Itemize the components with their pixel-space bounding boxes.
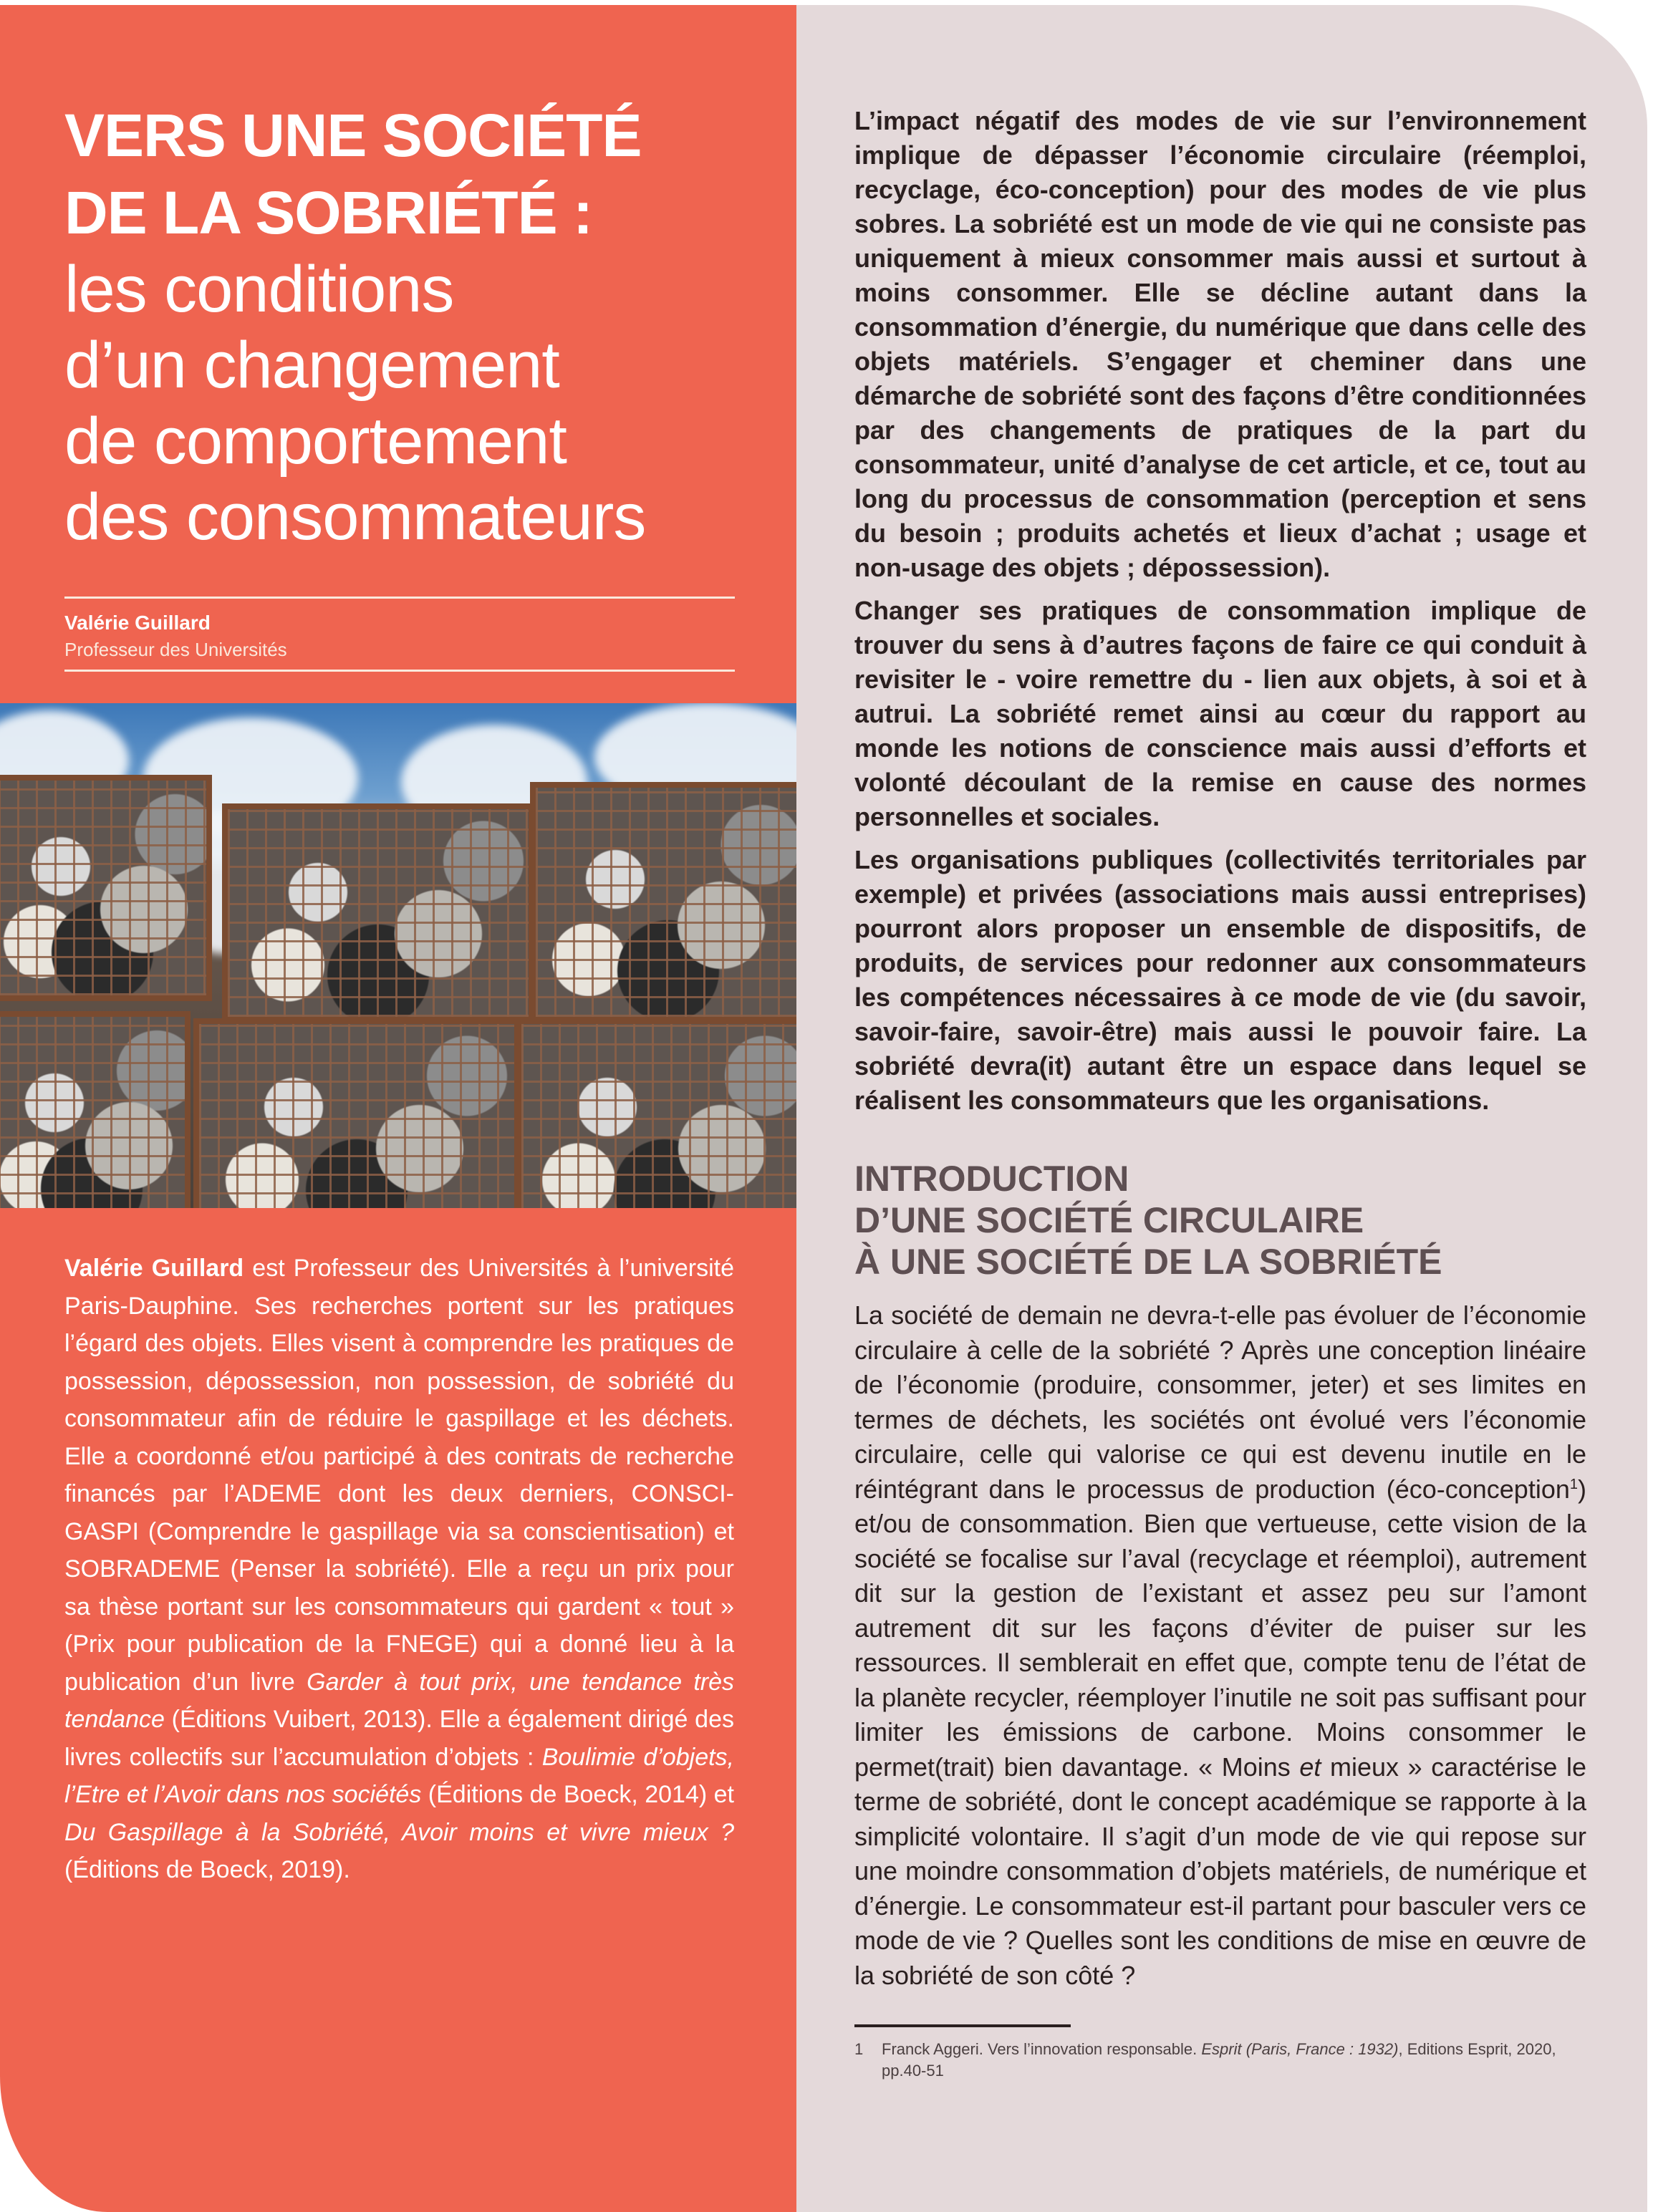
heading-line: À UNE SOCIÉTÉ DE LA SOBRIÉTÉ	[854, 1242, 1442, 1282]
photo-recycling-cages-icon	[0, 703, 796, 1208]
book-title: Boulimie d’objets, l’Etre et l’Avoir dans nos sociétés	[64, 1743, 734, 1808]
abstract-paragraph: Les organisations publiques (collectivités territoriales par exemple) et privées (associations mais aussi entreprises) pourront alors proposer un ensemble de dispositifs, de produits, de services pour redonner aux consommateurs les compétences nécessaires à ce mode de vie (du savoir, savoir-faire, savoir-être) mais aussi le pouvoir faire. La sobriété devra(it) autant être un espace dans lequel se réalisent les consommateurs que les organisations.	[854, 845, 1586, 1115]
footnote-journal: Esprit (Paris, France : 1932)	[1201, 2040, 1399, 2058]
footnote	[854, 2039, 1586, 2082]
title-line: DE LA SOBRIÉTÉ :	[64, 179, 592, 246]
section-body	[854, 1298, 1586, 1993]
footnote-divider	[854, 2024, 1071, 2027]
footnote-number: 1	[854, 2040, 864, 2058]
footnote-text	[882, 2039, 1586, 2082]
article-title	[64, 97, 788, 555]
section-paragraph	[854, 1298, 1586, 1993]
book-title: Du Gaspillage à la Sobriété, Avoir moins et vivre mieux ?	[64, 1818, 734, 1846]
bio-text: (Éditions de Boeck, 2019).	[64, 1856, 350, 1883]
book-title: Garder à tout prix, une tendance très tendance	[64, 1668, 735, 1733]
footnote-text-part: Franck Aggeri. Vers l’innovation responsable.	[882, 2040, 1202, 2058]
bio-name: Valérie Guillard	[64, 1255, 244, 1282]
divider	[64, 670, 735, 672]
bio-text: est Professeur des Universités à l’université Paris-Dauphine. Ses recherches portent sur les pratiques l’égard des objets. Elles visent à comprendre les pratiques de possession, dépossession, non possession, de sobriété du consommateur afin de réduire le gaspillage et les déchets. Elle a coordonné et/ou participé à des contrats de recherche financés par l’ADEME dont les deux derniers, CONSCI-GASPI (Comprendre le gaspillage via sa conscientisation) et SOBRADEME (Penser la sobriété). Elle a reçu un prix pour sa thèse portant sur les consommateurs qui gardent « tout » (Prix pour publication de la FNEGE) qui a donné lieu à la publication d’un livre	[64, 1255, 734, 1696]
bio-text: (Éditions de Boeck, 2014) et	[421, 1781, 734, 1808]
subtitle-line: les conditions	[64, 253, 454, 326]
bio-text: (Éditions Vuibert, 2013). Elle a également dirigé des livres collectifs sur l’accumulation d’objets :	[64, 1706, 734, 1771]
paragraph-text: mieux » caractérise le terme de sobriété, dont le concept académique se rapporte à la simplicité volontaire. Il s’agit d’un mode de vie qui repose sur une moindre consommation d’objets matériels, de numérique et d’énergie. Le consommateur est-il partant pour basculer vers ce mode de vie ? Quelles sont les conditions de mise en œuvre de la sobriété de son côté ?	[854, 1752, 1586, 1990]
subtitle-line: des consommateurs	[64, 480, 646, 554]
section-heading	[854, 1158, 1586, 1283]
heading-line: D’UNE SOCIÉTÉ CIRCULAIRE	[854, 1200, 1364, 1240]
paragraph-text: La société de demain ne devra-t-elle pas évoluer de l’économie circulaire à celle de la sobriété ? Après une conception linéaire de l’économie (produire, consommer, jeter) et ses limites en termes de déchets, les sociétés ont évolué vers l’économie circulaire, celle qui valorise ce qui est devenu inutile en le réintégrant dans le processus de production (éco-conception	[854, 1300, 1586, 1504]
title-line: VERS UNE SOCIÉTÉ	[64, 102, 642, 169]
footnote-text-part: , Editions Esprit, 2020, pp.40-51	[882, 2040, 1556, 2080]
main-column	[854, 104, 1586, 2082]
abstract-paragraph: L’impact négatif des modes de vie sur l’environnement implique de dépasser l’économie circulaire (réemploi, recyclage, éco-conception) pour des modes de vie plus sobres. La sobriété est un mode de vie qui ne consiste pas uniquement à mieux consommer mais aussi et surtout à moins consommer. Elle se décline autant dans la consommation d’énergie, du numérique que dans celle des objets matériels. S’engager et cheminer dans une démarche de sobriété sont des façons d’être conditionnées par des changements de pratiques de la part du consommateur, unité d’analyse de cet article, et ce, tout au long du processus de consommation (perception et sens du besoin ; produits achetés et lieux d’achat ; usage et non-usage des objets ; dépossession).	[854, 106, 1586, 582]
author-role: Professeur des Universités	[64, 639, 287, 660]
subtitle-line: d’un changement	[64, 329, 559, 402]
heading-line: INTRODUCTION	[854, 1159, 1129, 1199]
left-panel	[0, 5, 796, 2212]
abstract	[854, 104, 1586, 1126]
author-bio	[64, 1250, 734, 1889]
divider	[64, 597, 735, 599]
emphasis: et	[1299, 1752, 1321, 1782]
author-name: Valérie Guillard	[64, 612, 211, 634]
abstract-paragraph: Changer ses pratiques de consommation implique de trouver du sens à d’autres façons de faire ce qui conduit à revisiter le - voire remettre du - lien aux objets, à soi et à autrui. La sobriété remet ainsi au cœur du rapport au monde les notions de conscience mais aussi d’efforts et volonté découlant de la remise en cause des normes personnelles et sociales.	[854, 596, 1586, 831]
paragraph-text: ) et/ou de consommation. Bien que vertueuse, cette vision de la société se focalise sur l’aval (recyclage et réemploi), autrement dit sur la gestion de l’existant et assez peu sur l’amont autrement dit sur les façons d’éviter de puiser sur les ressources. Il semblerait en effet que, compte tenu de l’état de la planète recycler, réemployer l’inutile ne soit pas suffisant pour limiter les émissions de carbone. Moins consommer le permet(trait) bien davantage. « Moins	[854, 1474, 1586, 1782]
footnote-ref[interactable]: 1	[1569, 1476, 1578, 1492]
subtitle-line: de comportement	[64, 405, 567, 478]
